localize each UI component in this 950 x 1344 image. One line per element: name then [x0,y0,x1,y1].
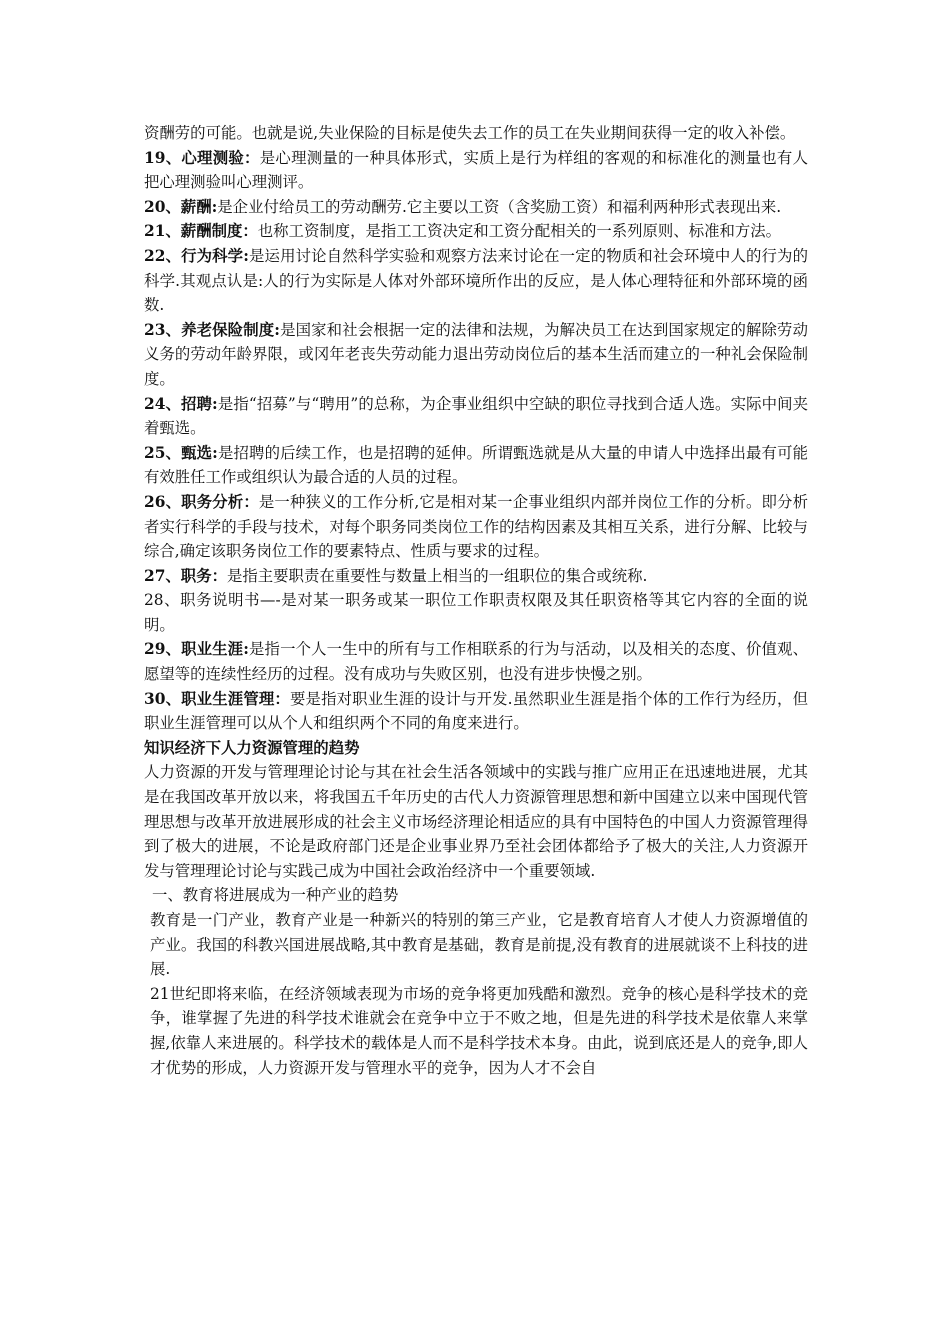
definition-term: 20、薪酬: [144,197,218,216]
definition-text: 是指主要职责在重要性与数量上相当的一组职位的集合或统称. [226,566,648,585]
definition-30 [144,687,808,736]
definition-24 [144,392,808,441]
section-heading: 知识经济下人力资源管理的趋势 [144,738,360,757]
definition-term: 22、行为科学: [144,246,249,265]
definition-term: 23、养老保险制度: [144,320,280,339]
definition-26 [144,490,808,564]
definition-text: 是招聘的后续工作，也是招聘的延伸。所谓甄选就是从大量的申请人中选择出最有可能有效胜任工作或组织认为最合适的人员的过程。 [144,443,808,487]
section-paragraph-3: 21世纪即将来临，在经济领域表现为市场的竞争将更加残酷和激烈。竞争的核心是科学技术的竞争，谁掌握了先进的科学技术谁就会在竞争中立于不败之地，但是先进的科学技术是依靠人来掌握,依靠人来进展的。科学技术的载体是人而不是科学技术本身。由此，说到底还是人的竞争,即人才优势的形成，人力资源开发与管理水平的竞争，因为人才不会自 [150,984,808,1077]
definition-28 [144,588,808,637]
definition-term: 26、职务分析： [144,492,259,511]
section-subheading-1: 一、教育将进展成为一种产业的趋势 [152,886,399,905]
intro-paragraph: 资酬劳的可能。也就是说,失业保险的目标是使失去工作的员工在失业期间获得一定的收入补偿。 [144,124,796,142]
definition-20 [144,195,808,220]
document-page [144,121,808,1080]
definition-text: 是一种狭义的工作分析,它是相对某一企事业组织内部并岗位工作的分析。即分析者实行科学的手段与技术，对每个职务同类岗位工作的结构因素及其相互关系，进行分解、比较与综合,确定该职务岗位工作的要素特点、性质与要求的过程。 [144,492,808,561]
definition-text: 是心理测量的一种具体形式，实质上是行为样组的客观的和标准化的测量也有人把心理测验叫心理测评。 [144,148,808,192]
definition-text: 也称工资制度，是指工工资决定和工资分配相关的一系列原则、标准和方法。 [257,222,782,241]
definition-19 [144,146,808,195]
definition-term: 19、心理测验： [144,148,260,167]
definition-23 [144,318,808,392]
definition-text: 要是指对职业生涯的设计与开发.虽然职业生涯是指个体的工作行为经历，但职业生涯管理可以从个人和组织两个不同的角度来进行。 [144,689,808,733]
definition-22 [144,244,808,318]
section-paragraph-2: 教育是一门产业，教育产业是一种新兴的特别的第三产业，它是教育培育人才使人力资源增值的产业。我国的科教兴国进展战略,其中教育是基础，教育是前提,没有教育的进展就谈不上科技的进展. [150,911,808,979]
definition-text: 是企业付给员工的劳动酬劳.它主要以工资（含奖励工资）和福利两种形式表现出来. [217,197,782,216]
section-paragraph-1: 人力资源的开发与管理理论讨论与其在社会生活各领域中的实践与推广应用正在迅速地进展，尤其是在我国改革开放以来，将我国五千年历史的古代人力资源管理思想和新中国建立以来中国现代管理思想与改革开放进展形成的社会主义市场经济理论相适应的具有中国特色的中国人力资源管理得到了极大的进展，不论是政府部门还是企业事业界乃至社会团体都给予了极大的关注,人力资源开发与管理理论讨论与实践己成为中国社会政治经济中一个重要领域. [144,763,808,880]
definition-21 [144,219,808,244]
definition-text: 是运用讨论自然科学实验和观察方法来讨论在一定的物质和社会环境中人的行为的科学.其观点认是:人的行为实际是人体对外部环境所作出的反应，是人体心理特征和外部环境的函数. [144,246,808,315]
definition-25 [144,441,808,490]
definition-term: 24、招聘: [144,394,218,413]
definition-27 [144,564,808,589]
definition-term: 27、职务： [144,566,227,585]
definition-text: 是指“招募”与“聘用”的总称，为企事业组织中空缺的职位寻找到合适人选。实际中间夹着甄选。 [144,394,808,438]
definition-text: 是指一个人一生中的所有与工作相联系的行为与活动，以及相关的态度、价值观、愿望等的连续性经历的过程。没有成功与失败区别，也没有进步快慢之别。 [144,640,808,684]
definition-term: 21、薪酬制度： [144,222,258,241]
definition-text: 是国家和社会根据一定的法律和法规，为解决员工在达到国家规定的解除劳动义务的劳动年龄界限，或冈年老丧失劳动能力退出劳动岗位后的基本生活而建立的一种礼会保险制度。 [144,320,808,388]
definition-term: 30、职业生涯管理： [144,689,290,708]
definition-term: 29、职业生涯: [144,640,249,659]
definition-term: 25、甄选: [144,443,218,462]
definition-29 [144,637,808,686]
definition-text: 28、职务说明书—-是对某一职务或某一职位工作职责权限及其任职资格等其它内容的全面的说明。 [144,591,808,634]
